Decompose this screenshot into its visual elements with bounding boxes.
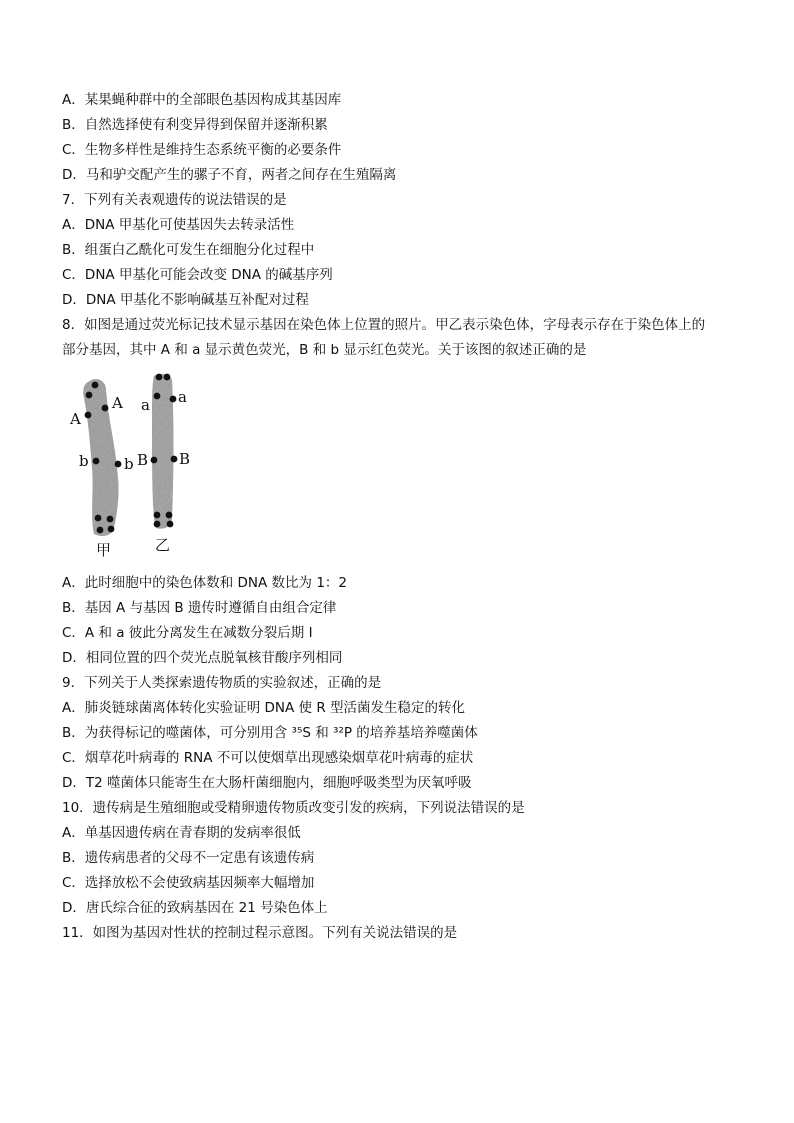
q7-option-b: B．组蛋白乙酰化可发生在细胞分化过程中 [62, 242, 315, 258]
q10-option-d: D．唐氏综合征的致病基因在 21 号染色体上 [62, 900, 328, 916]
q8-option-d: D．相同位置的四个荧光点脱氧核苷酸序列相同 [62, 650, 343, 666]
q7-stem: 7．下列有关表观遗传的说法错误的是 [62, 192, 287, 208]
q9-option-b: B．为获得标记的噬菌体，可分别用含 ³⁵S 和 ³²P 的培养基培养噬菌体 [62, 725, 478, 741]
fluorescent-dot [156, 374, 163, 381]
fluorescent-dot [86, 392, 93, 399]
q8-stem-line1: 8．如图是通过荧光标记技术显示基因在染色体上位置的照片。甲乙表示染色体，字母表示存在于染色体上的 [62, 317, 706, 333]
q8-option-b: B．基因 A 与基因 B 遗传时遵循自由组合定律 [62, 600, 337, 616]
fluorescent-dot [85, 412, 92, 419]
q9-option-a: A．肺炎链球菌离体转化实验证明 DNA 使 R 型活菌发生稳定的转化 [62, 700, 466, 716]
fluorescent-dot [107, 516, 114, 523]
fluorescent-dot [108, 526, 115, 533]
q10-option-c: C．选择放松不会使致病基因频率大幅增加 [62, 875, 315, 891]
q10-stem: 10．遗传病是生殖细胞或受精卵遗传物质改变引发的疾病，下列说法错误的是 [62, 800, 525, 816]
fluorescent-dot [170, 396, 177, 403]
q8-stem-line2: 部分基因，其中 A 和 a 显示黄色荧光，B 和 b 显示红色荧光。关于该图的叙述正确的是 [62, 342, 587, 358]
fluorescent-dot [154, 393, 161, 400]
q8-option-c: C．A 和 a 彼此分离发生在减数分裂后期 I [62, 625, 313, 641]
caption-yi: 乙 [155, 536, 171, 554]
q11-stem: 11．如图为基因对性状的控制过程示意图。下列有关说法错误的是 [62, 925, 458, 941]
fluorescent-dot [95, 515, 102, 522]
gene-label-B-left: B [137, 451, 149, 469]
q10-option-a: A．单基因遗传病在青春期的发病率很低 [62, 825, 301, 841]
fluorescent-dot [154, 521, 161, 528]
gene-label-A-right: A [112, 394, 123, 412]
q9-stem: 9．下列关于人类探索遗传物质的实验叙述，正确的是 [62, 675, 382, 691]
fluorescent-dot [166, 512, 173, 519]
q8-option-a: A．此时细胞中的染色体数和 DNA 数比为 1：2 [62, 575, 348, 591]
q9-option-c: C．烟草花叶病毒的 RNA 不可以使烟草出现感染烟草花叶病毒的症状 [62, 750, 474, 766]
chromosome-figure [66, 368, 206, 560]
q7-option-c: C．DNA 甲基化可能会改变 DNA 的碱基序列 [62, 267, 333, 283]
fluorescent-dot [92, 382, 99, 389]
q10-option-b: B．遗传病患者的父母不一定患有该遗传病 [62, 850, 315, 866]
fluorescent-dot [154, 512, 161, 519]
gene-label-b-left: b [79, 452, 89, 470]
fluorescent-dot [151, 457, 158, 464]
gene-label-b-right: b [124, 455, 134, 473]
gene-label-a-right: a [178, 388, 187, 406]
fluorescent-dot [164, 374, 171, 381]
q6-option-b: B．自然选择使有利变异得到保留并逐渐积累 [62, 117, 328, 133]
caption-jia: 甲 [96, 541, 112, 559]
gene-label-A-left: A [70, 410, 81, 428]
chromosome-figure-svg [66, 368, 206, 560]
q6-option-a: A．某果蝇种群中的全部眼色基因构成其基因库 [62, 92, 342, 108]
fluorescent-dot [115, 461, 122, 468]
fluorescent-dot [97, 527, 104, 534]
gene-label-B-right: B [179, 450, 191, 468]
q9-option-d: D．T2 噬菌体只能寄生在大肠杆菌细胞内，细胞呼吸类型为厌氧呼吸 [62, 775, 472, 791]
fluorescent-dot [167, 521, 174, 528]
fluorescent-dot [171, 456, 178, 463]
q7-option-d: D．DNA 甲基化不影响碱基互补配对过程 [62, 292, 309, 308]
gene-label-a-left: a [141, 396, 150, 414]
q7-option-a: A．DNA 甲基化可使基因失去转录活性 [62, 217, 295, 233]
fluorescent-dot [102, 405, 109, 412]
fluorescent-dot [93, 458, 100, 465]
q6-option-d: D．马和驴交配产生的骡子不育，两者之间存在生殖隔离 [62, 167, 397, 183]
q6-option-c: C．生物多样性是维持生态系统平衡的必要条件 [62, 142, 342, 158]
